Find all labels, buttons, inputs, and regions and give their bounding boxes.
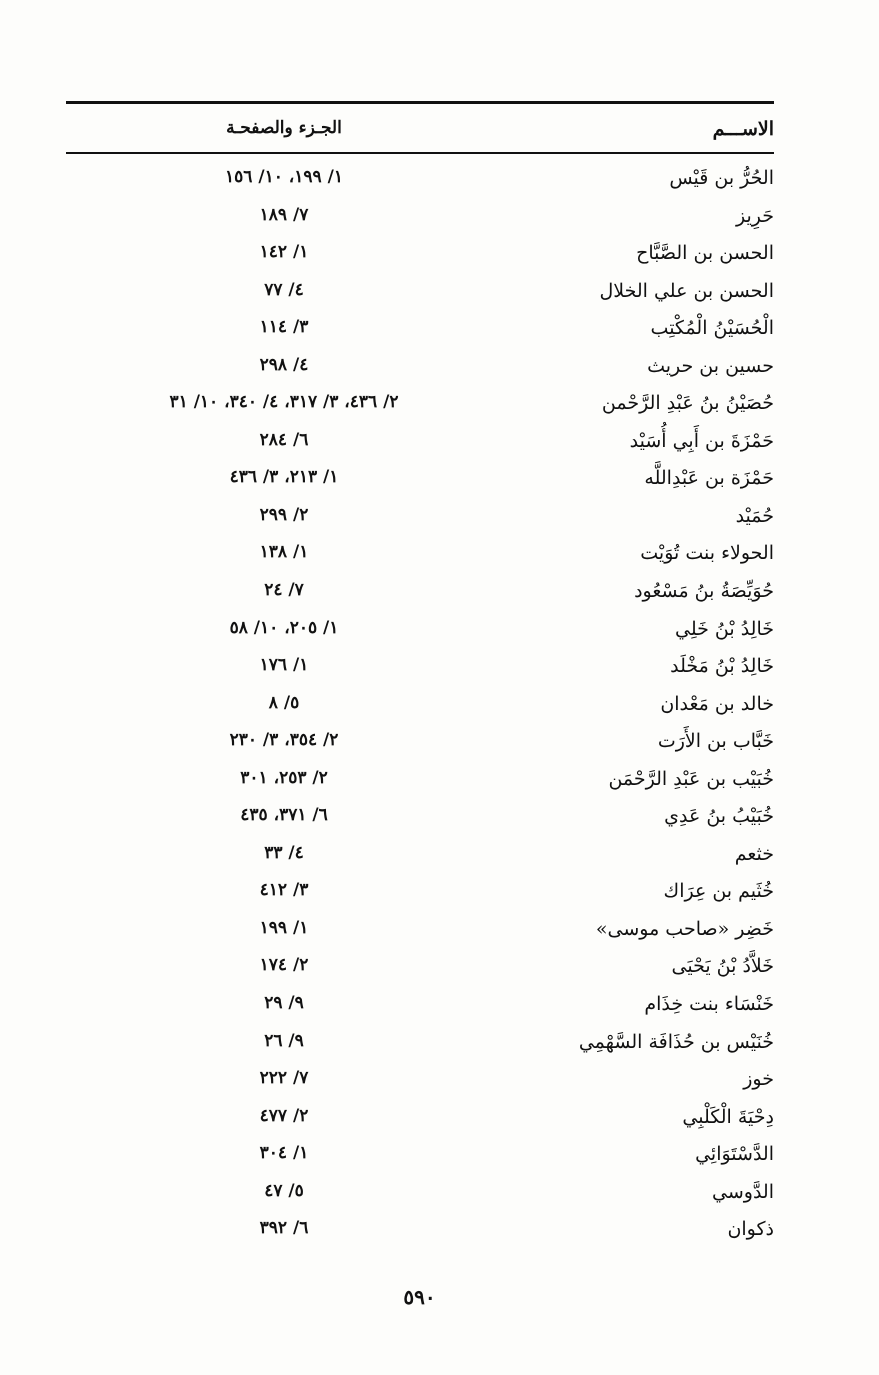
entry-name: خوز bbox=[743, 1068, 774, 1091]
table-row bbox=[66, 1027, 774, 1065]
entry-reference: ٦/ ٢٨٤ bbox=[259, 429, 309, 450]
table-row bbox=[66, 163, 774, 201]
table-row bbox=[66, 989, 774, 1027]
entry-reference: ٢/ ٤٣٦، ٣/ ٣١٧، ٤/ ٣٤٠، ١٠/ ٣١ bbox=[169, 392, 399, 413]
top-rule bbox=[66, 101, 774, 104]
entry-reference: ٤/ ٣٣ bbox=[264, 842, 304, 863]
entry-name: الحُرُّ بن قَيْس bbox=[669, 167, 774, 189]
entry-name: خَلاَّدُ بْنُ يَحْيَى bbox=[671, 955, 774, 978]
table-row bbox=[66, 689, 774, 727]
table-row bbox=[66, 351, 774, 389]
entry-name: الْحُسَيْنُ الْمُكْتِب bbox=[650, 317, 774, 340]
entry-reference: ١/ ٢١٣، ٣/ ٤٣٦ bbox=[229, 467, 339, 488]
table-row bbox=[66, 501, 774, 539]
entry-reference: ٦/ ٣٧١، ٤٣٥ bbox=[240, 805, 328, 826]
table-header bbox=[66, 112, 774, 148]
entry-reference: ١/ ١٧٦ bbox=[259, 655, 309, 676]
entry-name: حَرِيز bbox=[736, 204, 774, 227]
entry-name: حَمْزَة بن عَبْدِاللَّه bbox=[644, 467, 774, 490]
entry-name: حسين بن حريث bbox=[647, 354, 774, 377]
table-row bbox=[66, 951, 774, 989]
entry-reference: ٧/ ١٨٩ bbox=[259, 204, 309, 225]
entry-name: حُمَيْد bbox=[735, 504, 774, 527]
entry-reference: ٢/ ٢٩٩ bbox=[259, 504, 309, 525]
table-row bbox=[66, 576, 774, 614]
table-row bbox=[66, 1102, 774, 1140]
entry-reference: ٧/ ٢٢٢ bbox=[259, 1068, 309, 1089]
entry-reference: ٢/ ٣٥٤، ٣/ ٢٣٠ bbox=[229, 730, 339, 751]
table-row bbox=[66, 313, 774, 351]
table-row bbox=[66, 614, 774, 652]
entry-name: خُبَيْب بن عَبْدِ الرَّحْمَن bbox=[608, 767, 774, 790]
reference-column-header: الجـزء والصفحـة bbox=[226, 118, 342, 138]
table-row bbox=[66, 463, 774, 501]
table-row bbox=[66, 651, 774, 689]
entry-name: خَنْسَاء بنت خِذَام bbox=[644, 993, 774, 1016]
name-column-header: الاســـم bbox=[712, 118, 774, 140]
entry-reference: ١/ ٢٠٥، ١٠/ ٥٨ bbox=[229, 617, 339, 638]
table-row bbox=[66, 801, 774, 839]
entry-reference: ١/ ٣٠٤ bbox=[259, 1143, 309, 1164]
entry-name: الدَّسْتَوَائِي bbox=[695, 1143, 774, 1166]
entry-name: الدَّوسي bbox=[712, 1180, 774, 1203]
table-row bbox=[66, 839, 774, 877]
table-row bbox=[66, 1064, 774, 1102]
entry-name: حُصَيْنُ بنُ عَبْدِ الرَّحْمن bbox=[601, 392, 774, 415]
entry-name: دِحْيَةَ الْكَلْبِي bbox=[682, 1105, 774, 1128]
table-row bbox=[66, 238, 774, 276]
entry-name: ذكوان bbox=[727, 1218, 774, 1241]
entry-reference: ١/ ١٤٢ bbox=[259, 242, 309, 263]
table-row bbox=[66, 876, 774, 914]
page-number: ٥٩٠ bbox=[403, 1285, 436, 1309]
table-row bbox=[66, 914, 774, 952]
entry-name: خُبَيْبُ بنُ عَدِي bbox=[664, 805, 774, 828]
entry-name: حُوَيِّصَةُ بنُ مَسْعُود bbox=[634, 580, 774, 603]
entry-name: خالد بن مَعْدان bbox=[660, 692, 774, 715]
entry-reference: ٩/ ٢٦ bbox=[264, 1030, 304, 1051]
entry-name: خَالِدُ بْنُ مَخْلَد bbox=[670, 655, 774, 678]
table-row bbox=[66, 426, 774, 464]
table-row bbox=[66, 388, 774, 426]
header-rule bbox=[66, 152, 774, 154]
entry-reference: ٤/ ٧٧ bbox=[264, 279, 304, 300]
entry-name: حَمْزَةَ بن أَبِي أُسَيْد bbox=[629, 429, 774, 452]
entry-name: خثعم bbox=[734, 842, 774, 865]
table-row bbox=[66, 538, 774, 576]
table-row bbox=[66, 1177, 774, 1215]
entry-name: خُثَيم بن عِرَاك bbox=[663, 880, 774, 903]
entry-reference: ٢/ ٤٧٧ bbox=[259, 1105, 309, 1126]
table-row bbox=[66, 1214, 774, 1252]
entry-name: خُنَيْس بن حُذَافَة السَّهْمِي bbox=[578, 1030, 774, 1053]
table-row bbox=[66, 726, 774, 764]
table-row bbox=[66, 764, 774, 802]
table-row bbox=[66, 1139, 774, 1177]
entry-reference: ٩/ ٢٩ bbox=[264, 993, 304, 1014]
entry-reference: ٣/ ٤١٢ bbox=[259, 880, 309, 901]
entry-reference: ٢/ ٢٥٣، ٣٠١ bbox=[240, 767, 328, 788]
entry-name: الحسن بن علي الخلال bbox=[599, 279, 774, 302]
entry-reference: ١/ ١٣٨ bbox=[259, 542, 309, 563]
entry-reference: ٧/ ٢٤ bbox=[264, 580, 304, 601]
entry-name: خَبَّاب بن الأَرَت bbox=[657, 730, 774, 753]
entry-reference: ٤/ ٢٩٨ bbox=[259, 354, 309, 375]
entry-name: الحسن بن الصَّبَّاح bbox=[636, 242, 774, 265]
entry-reference: ٣/ ١١٤ bbox=[259, 317, 309, 338]
entry-reference: ٥/ ٤٧ bbox=[264, 1180, 304, 1201]
entry-reference: ١/ ١٩٩ bbox=[259, 917, 309, 938]
entry-name: خَالِدُ بْنُ خَلِي bbox=[675, 617, 774, 640]
entry-name: الحولاء بنت تُوَيْت bbox=[640, 542, 774, 565]
table-row bbox=[66, 201, 774, 239]
index-table bbox=[66, 163, 774, 1252]
entry-reference: ٦/ ٣٩٢ bbox=[259, 1218, 309, 1239]
entry-reference: ٢/ ١٧٤ bbox=[259, 955, 309, 976]
table-row bbox=[66, 276, 774, 314]
entry-reference: ٥/ ٨ bbox=[268, 692, 300, 713]
entry-name: خَضِر «صاحب موسى» bbox=[595, 917, 774, 940]
entry-reference: ١/ ١٩٩، ١٠/ ١٥٦ bbox=[225, 167, 343, 187]
